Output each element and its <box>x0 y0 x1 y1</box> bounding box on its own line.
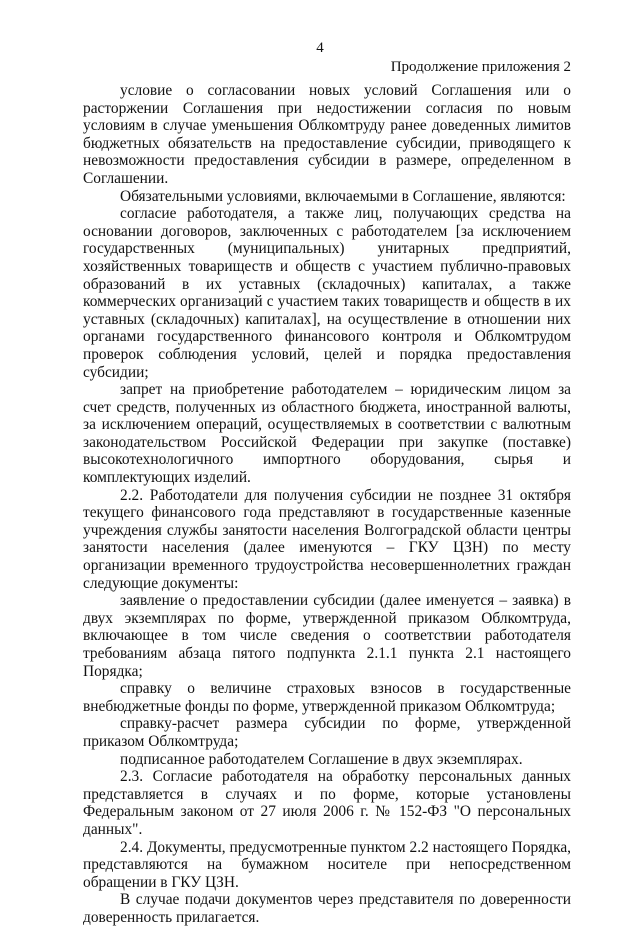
paragraph-5: 2.2. Работодатели для получения субсидии не позднее 31 октября текущего финансового года представляют в государственные казенные учреждения службы занятости населения Волгоградской области центры занятости населения (далее именуются – ГКУ ЦЗН) по месту организации временного трудоустройства несовершеннолетних граждан следующие документы: <box>83 486 571 592</box>
paragraph-12: В случае подачи документов через представителя по доверенности доверенность прилагается. <box>83 891 571 926</box>
paragraph-11: 2.4. Документы, предусмотренные пунктом 2.2 настоящего Порядка, представляются на бумажном носителе при непосредственном обращении в ГКУ ЦЗН. <box>83 838 571 891</box>
continuation-header: Продолжение приложения 2 <box>390 59 571 75</box>
paragraph-3: согласие работодателя, а также лиц, получающих средства на основании договоров, заключенных с работодателем [за исключением государственных (муниципальных) унитарных предприятий, хозяйственных товариществ и обществ с участием публично-правовых образований в их уставных (складочных) капиталах, а также коммерческих организаций с участием таких товариществ и обществ в их уставных (складочных) капиталах], на осуществление в отношении них органами государственного финансового контроля и Облкомтрудом проверок соблюдения условий, целей и порядка предоставления субсидии; <box>83 205 571 381</box>
paragraph-6: заявление о предоставлении субсидии (далее именуется – заявка) в двух экземплярах по форме, утвержденной приказом Облкомтруда, включающее в том числе сведения о соответствии работодателя требованиям абзаца пятого подпункта 2.1.1 пункта 2.1 настоящего Порядка; <box>83 592 571 680</box>
paragraph-2: Обязательными условиями, включаемыми в Соглашение, являются: <box>120 187 566 205</box>
paragraph-10: 2.3. Согласие работодателя на обработку персональных данных представляется в случаях и по форме, которые установлены Федеральным законом от 27 июля 2006 г. № 152-ФЗ "О персональных данных". <box>83 768 571 838</box>
paragraph-7: справку о величине страховых взносов в государственные внебюджетные фонды по форме, утвержденной приказом Облкомтруда; <box>83 680 571 715</box>
page-number: 4 <box>316 40 324 56</box>
paragraph-8: справку-расчет размера субсидии по форме, утвержденной приказом Облкомтруда; <box>83 715 571 750</box>
paragraph-1: условие о согласовании новых условий Соглашения или о расторжении Соглашения при недостижении согласия по новым условиям в случае уменьшения Облкомтруду ранее доведенных лимитов бюджетных обязательств на предоставление субсидии, приводящего к невозможности предоставления субсидии в размере, определенном в Соглашении. <box>83 82 571 187</box>
paragraph-4: запрет на приобретение работодателем – юридическим лицом за счет средств, полученных из областного бюджета, иностранной валюты, за исключением операций, осуществляемых в соответствии с валютным законодательством Российской Федерации при закупке (поставке) высокотехнологичного импортного оборудования, сырья и комплектующих изделий. <box>83 381 571 487</box>
paragraph-9: подписанное работодателем Соглашение в двух экземплярах. <box>120 750 523 768</box>
document-body <box>83 82 571 927</box>
